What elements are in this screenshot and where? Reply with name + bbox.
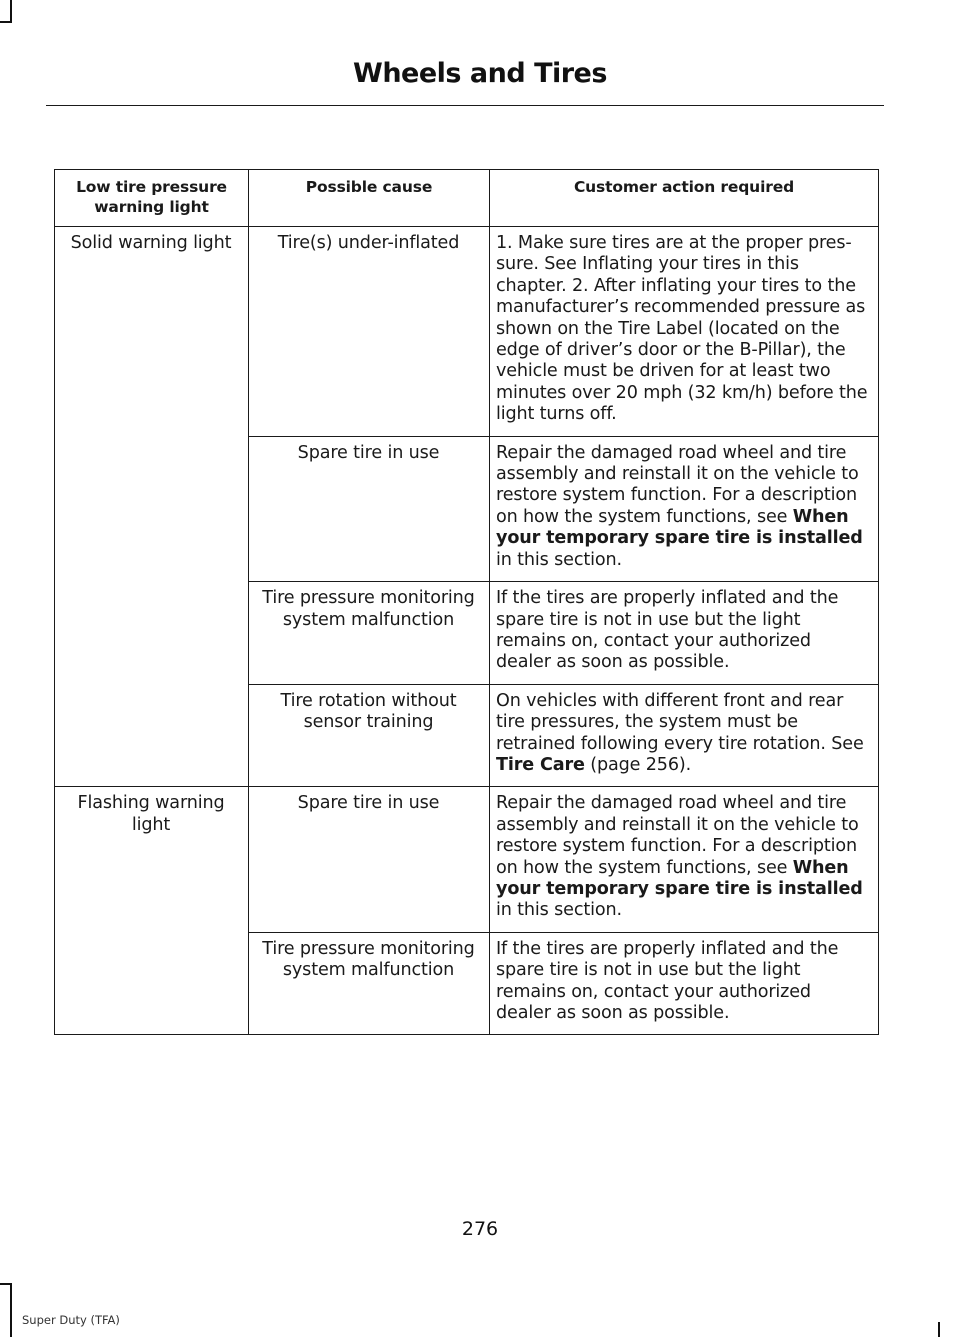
action-text: Repair the damaged road wheel and tire assembly and reinstall it on the vehicle to restore system function. For a description on how the system functions, see xyxy=(496,793,859,878)
action-text: If the tires are properly inflated and the spare tire is not in use but the light remains on, contact your authorized dealer as soon as possible. xyxy=(496,588,839,673)
table-header-row xyxy=(55,170,879,227)
action-text: On vehicles with different front and rear tire pressures, the system must be retrained following every tire rotation. See xyxy=(496,690,864,754)
possible-cause-cell: Tire(s) under-inflated xyxy=(249,227,490,437)
action-text: 1. Make sure tires are at the proper pres-sure. See Inflating your tires in this chapter. 2. After inflating your tires to the manufacturer’s recommended pressure as shown on the Tire Label (located on the edge of driver’s door or the B-Pillar), the vehicle must be driven for at least two minutes over 20 mph (32 km/h) before the light turns off. xyxy=(496,233,868,425)
action-text: in this section. xyxy=(496,549,622,570)
customer-action-cell xyxy=(490,684,879,787)
header-customer-action: Customer action required xyxy=(490,170,879,227)
possible-cause-cell: Tire pressure monitoring system malfunction xyxy=(249,582,490,685)
table-row xyxy=(55,787,879,932)
customer-action-cell xyxy=(490,436,879,581)
crop-mark-bottom-right-v xyxy=(938,1322,940,1337)
crop-mark-bottom-left-h xyxy=(0,1283,12,1285)
cross-reference-text: Tire Care xyxy=(496,754,585,775)
customer-action-cell xyxy=(490,787,879,932)
header-warning-light: Low tire pressure warning light xyxy=(55,170,249,227)
action-text: If the tires are properly inflated and the spare tire is not in use but the light remains on, contact your authorized dealer as soon as possible. xyxy=(496,938,839,1023)
action-text: Repair the damaged road wheel and tire assembly and reinstall it on the vehicle to restore system function. For a description on how the system functions, see xyxy=(496,442,859,527)
footer-model-label: Super Duty (TFA) xyxy=(22,1313,120,1327)
possible-cause-cell: Tire pressure monitoring system malfunction xyxy=(249,932,490,1035)
page-title: Wheels and Tires xyxy=(353,58,607,89)
table-body xyxy=(55,227,879,1035)
cross-reference-text: When your temporary spare tire is installed xyxy=(496,506,863,549)
action-text: (page 256). xyxy=(584,754,692,775)
crop-mark-top-left-v xyxy=(10,0,12,22)
cross-reference-text: When your temporary spare tire is installed xyxy=(496,857,863,899)
possible-cause-cell: Tire rotation without sensor training xyxy=(249,684,490,787)
header-possible-cause: Possible cause xyxy=(249,170,490,227)
title-divider xyxy=(46,105,884,106)
customer-action-cell xyxy=(490,227,879,437)
action-text: in this section. xyxy=(496,900,622,921)
tpms-warning-table xyxy=(54,169,879,1035)
customer-action-cell xyxy=(490,932,879,1035)
page-number: 276 xyxy=(461,1218,499,1240)
possible-cause-cell: Spare tire in use xyxy=(249,436,490,581)
possible-cause-cell: Spare tire in use xyxy=(249,787,490,932)
warning-light-cell: Solid warning light xyxy=(55,227,249,787)
warning-light-cell: Flashing warning light xyxy=(55,787,249,1035)
crop-mark-top-left-h xyxy=(0,21,12,23)
customer-action-cell xyxy=(490,582,879,685)
crop-mark-bottom-left-v xyxy=(10,1283,12,1337)
table-row xyxy=(55,227,879,437)
